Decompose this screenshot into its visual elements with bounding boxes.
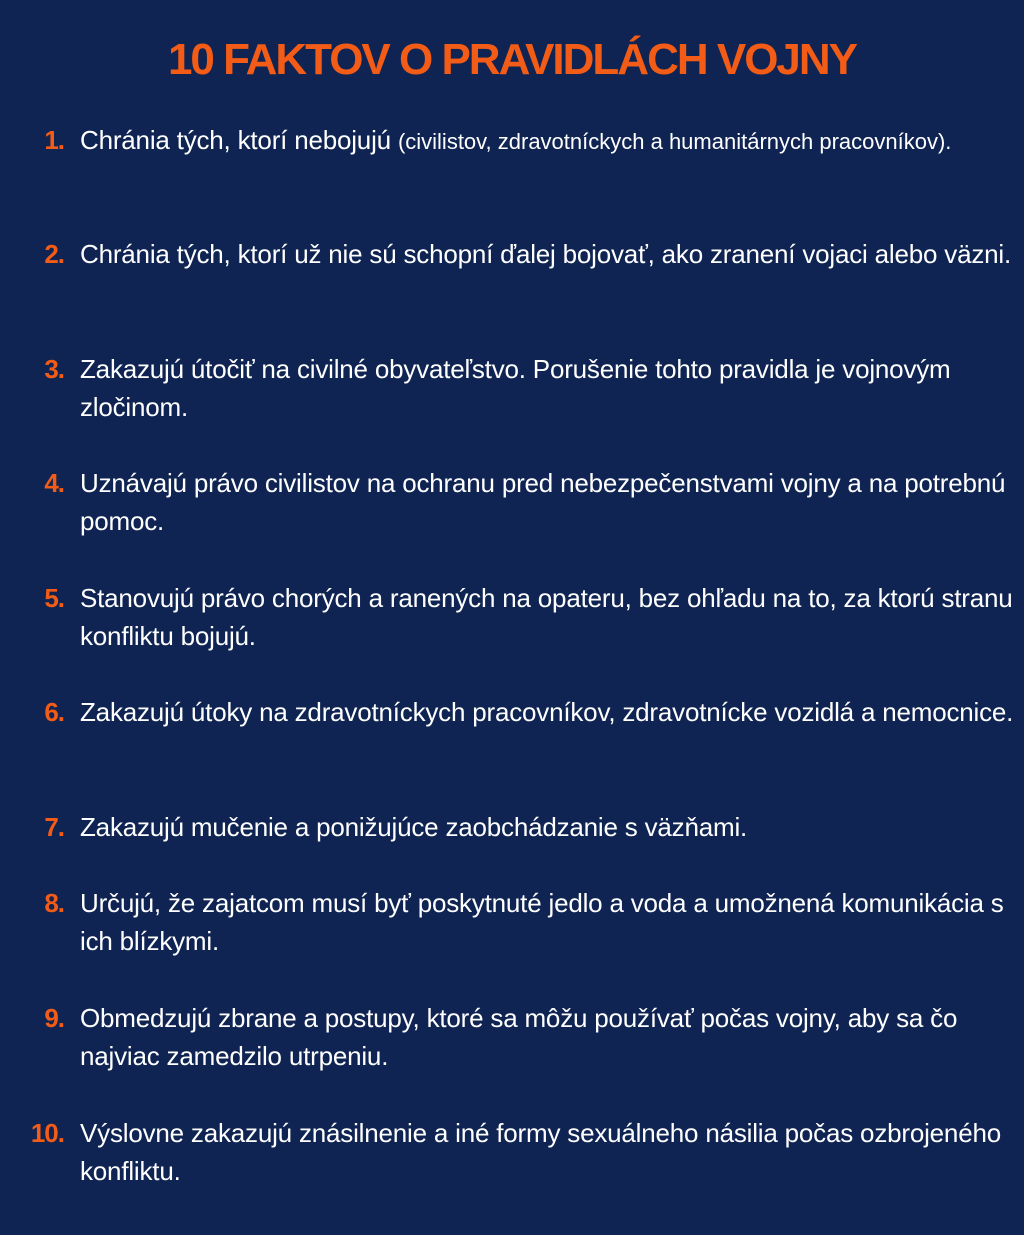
item-text: Stanovujú právo chorých a ranených na opateru, bez ohľadu na to, za ktorú stranu konfliktu bojujú. [80,583,1013,651]
item-text: Chránia tých, ktorí nebojujú (civilistov, zdravotníckych a humanitárnych pracovníkov). [80,125,952,155]
item-number: 7. [44,812,64,842]
item-text: Zakazujú útoky na zdravotníckych pracovníkov, zdravotnícke vozidlá a nemocnice. [80,697,1014,727]
item-number: 3. [44,354,64,384]
item-text: Obmedzujú zbrane a postupy, ktoré sa môžu používať počas vojny, aby sa čo najviac zamedzilo utrpeniu. [80,1003,958,1071]
item-number: 10. [30,1118,64,1148]
item-number: 2. [44,239,64,269]
item-number: 9. [44,1003,64,1033]
item-text: Určujú, že zajatcom musí byť poskytnuté jedlo a voda a umožnená komunikácia s ich blízkymi. [80,888,1004,956]
item-text: Zakazujú mučenie a ponižujúce zaobchádzanie s väzňami. [80,812,748,842]
item-text: Chránia tých, ktorí už nie sú schopní ďalej bojovať, ako zranení vojaci alebo väzni. [80,239,1012,269]
item-number: 6. [44,697,64,727]
item-text: Uznávajú právo civilistov na ochranu pred nebezpečenstvami vojny a na potrebnú pomoc. [80,468,1006,536]
item-number: 5. [44,583,64,613]
item-number: 4. [44,468,64,498]
item-text: Zakazujú útočiť na civilné obyvateľstvo. Porušenie tohto pravidla je vojnovým zločinom. [80,354,951,422]
item-number: 8. [44,888,64,918]
page-title: 10 FAKTOV O PRAVIDLÁCH VOJNY [167,35,857,84]
item-text: Výslovne zakazujú znásilnenie a iné formy sexuálneho násilia počas ozbrojeného konfliktu. [80,1118,1001,1186]
item-note: (civilistov, zdravotníckych a humanitárnych pracovníkov). [397,129,952,154]
item-number: 1. [44,125,64,155]
